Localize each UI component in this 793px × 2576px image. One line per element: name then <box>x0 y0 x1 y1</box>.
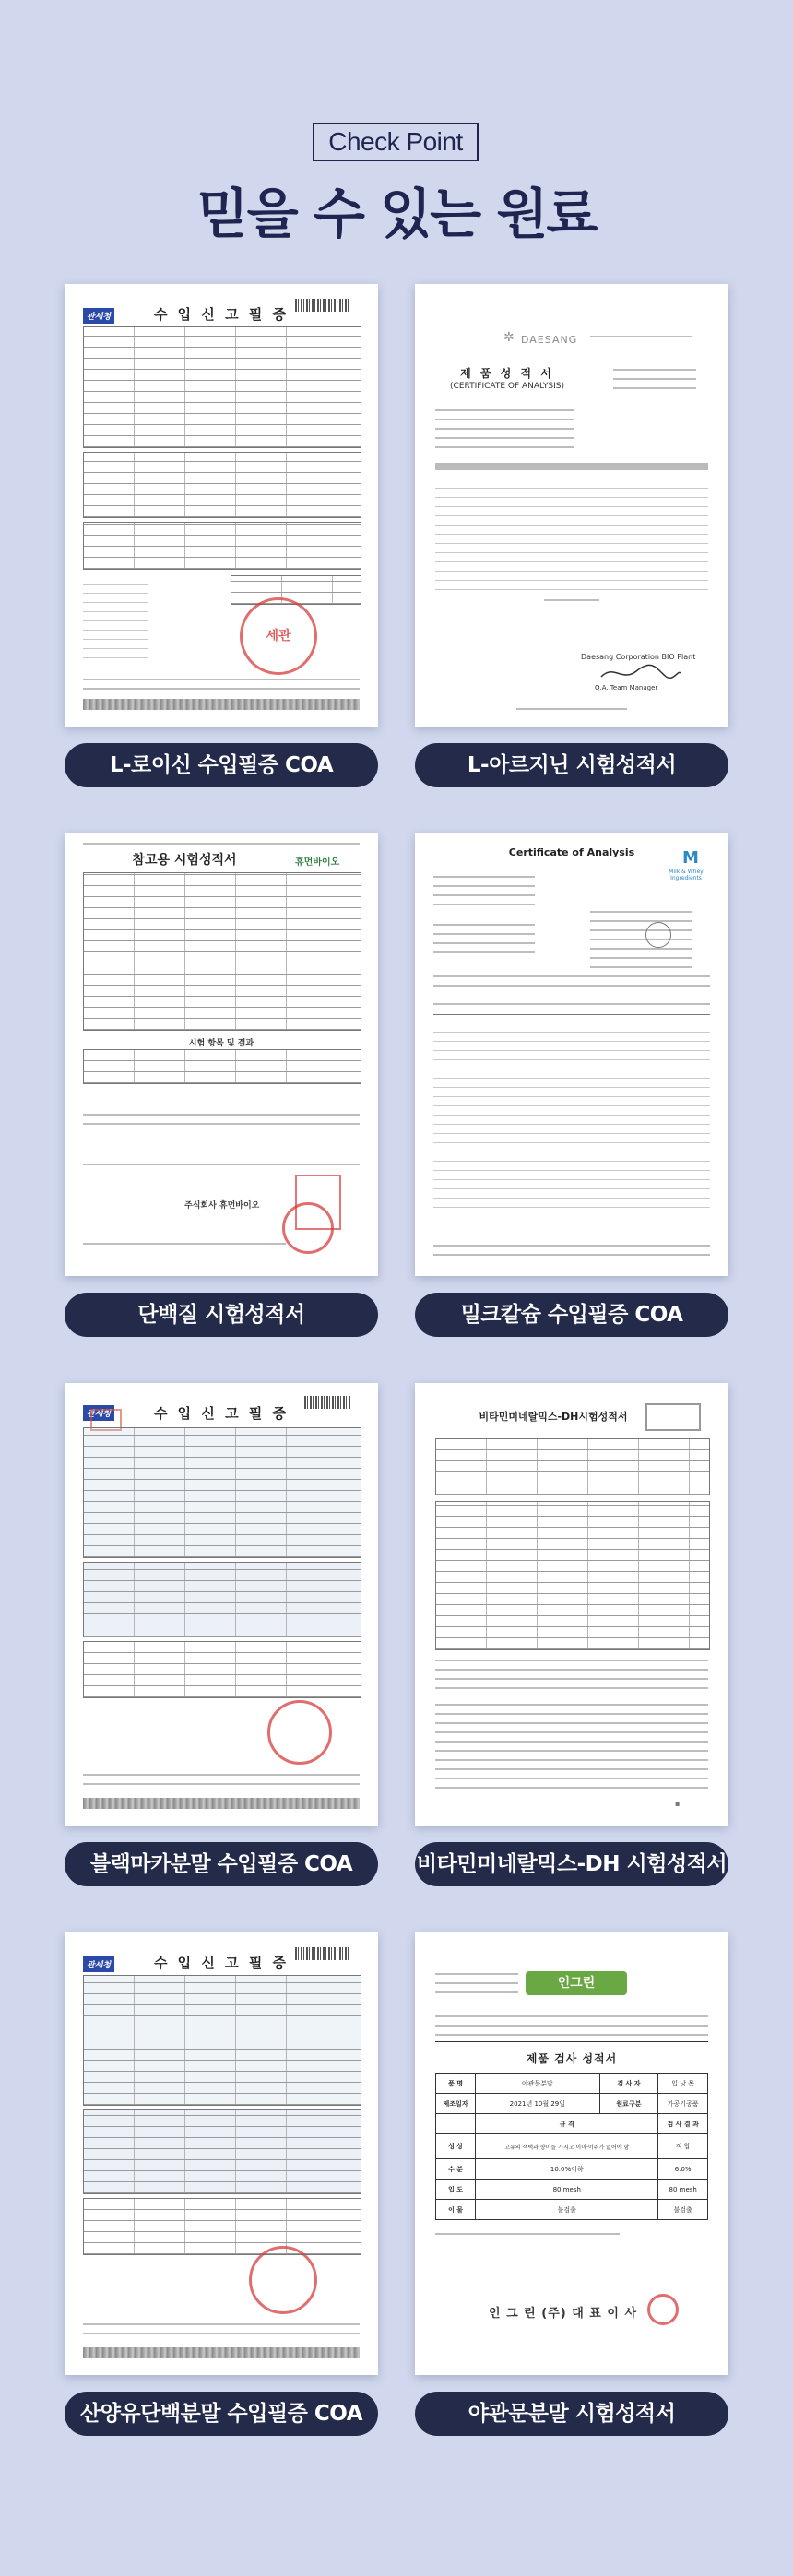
table-cell: 2021년 10월 29일 <box>476 2094 599 2114</box>
note-text <box>435 2229 620 2239</box>
manager-title: Q.A. Team Manager <box>595 684 658 691</box>
card-l-leucine <box>65 284 378 777</box>
table-row <box>436 2094 708 2114</box>
document-subtitle: (CERTIFICATE OF ANALYSIS) <box>450 382 564 391</box>
table-cell: 이 물 <box>436 2200 476 2220</box>
address-text <box>433 920 535 957</box>
card-label: 단백질 시험성적서 <box>65 1293 378 1337</box>
official-stamp <box>282 1202 334 1254</box>
notes-text <box>83 1110 360 1128</box>
judgement-text <box>435 1656 708 1693</box>
document-title: 수 입 신 고 필 증 <box>153 1955 290 1971</box>
brand-name: Milk & Whey Ingredients <box>669 869 704 881</box>
header-text <box>590 328 692 341</box>
table-cell: 검 사 자 <box>599 2074 658 2094</box>
document-title: 비타민미네랄믹스-DH시험성적서 <box>479 1411 628 1423</box>
document-image <box>415 1932 728 2375</box>
company-name: 주식회사 휴먼바이오 <box>184 1201 260 1211</box>
redacted-strip <box>83 699 360 710</box>
table-cell: 수 분 <box>436 2159 476 2180</box>
form-table <box>83 2109 361 2194</box>
ceo-signature-line: 인 그 린 (주) 대 표 이 사 <box>489 2307 638 2321</box>
table-cell: 검 사 결 과 <box>658 2114 708 2134</box>
address-text <box>435 2012 708 2039</box>
footer-address <box>83 1239 286 1248</box>
results-table <box>83 1049 361 1084</box>
footer-text <box>433 1241 710 1259</box>
table-cell: 원료구분 <box>599 2094 658 2114</box>
document-title: 수 입 신 고 필 증 <box>153 1405 290 1422</box>
results-table <box>435 2073 708 2220</box>
brand-name: DAESANG <box>521 334 578 346</box>
redacted-strip <box>83 2347 360 2358</box>
card-label: 산양유단백분말 수입필증 COA <box>65 2392 378 2436</box>
card-protein <box>65 833 378 1327</box>
batch-info <box>590 907 692 972</box>
table-row <box>436 2200 708 2220</box>
form-table <box>83 452 361 518</box>
customs-logo-icon: 관세청 <box>83 308 114 324</box>
barcode-icon <box>295 299 350 312</box>
table-cell: 적 합 <box>658 2134 708 2159</box>
info-table <box>435 1438 710 1495</box>
document-image <box>65 1932 378 2375</box>
results-table <box>433 1023 710 1208</box>
card-label: 블랙마카분말 수입필증 COA <box>65 1842 378 1886</box>
table-cell: 불검출 <box>476 2200 658 2220</box>
results-table <box>435 470 708 590</box>
customs-logo-icon: 관세청 <box>83 1956 114 1972</box>
card-label: L-아르지닌 시험성적서 <box>415 743 728 787</box>
document-title: Certificate of Analysis <box>508 846 635 858</box>
customs-stamp: 세관 <box>240 597 317 675</box>
approval-box <box>645 1403 701 1431</box>
footer-text <box>83 1770 360 1789</box>
document-image <box>65 1383 378 1826</box>
document-image <box>415 833 728 1276</box>
divider <box>433 1014 710 1015</box>
table-cell: 규 격 <box>476 2114 658 2134</box>
card-label: 비타민미네랄믹스-DH 시험성적서 <box>415 1842 728 1886</box>
card-label: L-로이신 수입필증 COA <box>65 743 378 787</box>
form-table <box>231 575 361 605</box>
table-cell: 80 mesh <box>476 2180 658 2200</box>
results-heading: 시험 항목 및 결과 <box>188 1039 254 1048</box>
card-l-arginine <box>415 284 728 777</box>
table-cell: 야관문분말 <box>476 2074 599 2094</box>
company-logo: 휴먼바이오 <box>295 857 340 868</box>
table-cell: 성 상 <box>436 2134 476 2159</box>
footer-text <box>83 2320 360 2338</box>
form-table <box>83 522 361 570</box>
table-row <box>436 2074 708 2094</box>
table-cell: 품 명 <box>436 2074 476 2094</box>
table-cell: 입 낭 목 <box>658 2074 708 2094</box>
divider <box>435 2041 708 2042</box>
brand-logo-icon: M <box>682 848 699 868</box>
disclaimer-text <box>83 1160 360 1169</box>
table-row <box>436 2159 708 2180</box>
notes-text <box>435 1700 708 1792</box>
document-image <box>65 833 378 1276</box>
header-text <box>613 365 696 393</box>
form-table <box>83 1641 361 1698</box>
barcode-icon <box>304 1396 350 1409</box>
brand-logo <box>526 1971 627 1995</box>
results-table <box>435 1501 710 1650</box>
date-text <box>433 999 710 1009</box>
table-cell: 제조일자 <box>436 2094 476 2114</box>
info-table <box>83 872 361 1031</box>
card-goat-milk-protein <box>65 1932 378 2426</box>
check-point-badge: Check Point <box>313 123 479 161</box>
document-title: 참고용 시험성적서 <box>132 853 237 868</box>
document-title: 제품 검사 성적서 <box>526 2052 618 2065</box>
product-info <box>435 404 574 452</box>
stamp-circle <box>645 922 671 948</box>
form-table <box>83 1562 361 1637</box>
footer-text <box>83 675 360 693</box>
brand-logo-icon: ✲ <box>503 330 515 345</box>
form-column <box>83 575 148 658</box>
end-note <box>544 597 599 605</box>
document-title: 수 입 신 고 필 증 <box>153 306 290 323</box>
table-row <box>436 2180 708 2200</box>
table-cell: 80 mesh <box>658 2180 708 2200</box>
footer-logo: ▪ <box>675 1800 681 1808</box>
barcode-icon <box>295 1947 350 1960</box>
address-text <box>433 872 535 909</box>
table-cell: 고유의 색택과 향미를 가지고 이미·이취가 없어야 함 <box>476 2134 658 2159</box>
table-cell: 10.0%이하 <box>476 2159 658 2180</box>
form-table <box>83 1427 361 1558</box>
customs-stamp <box>267 1700 332 1765</box>
form-table <box>83 1975 361 2106</box>
signature-icon <box>599 662 682 682</box>
institution-text <box>435 1969 518 1997</box>
table-header <box>435 463 708 470</box>
brand-name: 인그린 <box>557 1976 596 1991</box>
material-text <box>433 972 710 990</box>
table-row <box>436 2114 708 2134</box>
card-milk-calcium <box>415 833 728 1327</box>
table-cell: 가공기공품 <box>658 2094 708 2114</box>
redacted-strip <box>83 1798 360 1809</box>
document-image <box>415 1383 728 1826</box>
card-label: 밀크칼슘 수입필증 COA <box>415 1293 728 1337</box>
card-label: 야관문분말 시험성적서 <box>415 2392 728 2436</box>
customs-logo-icon: 관세청 <box>83 1405 114 1421</box>
form-table <box>83 326 361 448</box>
form-table <box>83 2198 361 2255</box>
table-row <box>436 2134 708 2159</box>
company-seal <box>647 2294 679 2325</box>
table-cell: 입 도 <box>436 2180 476 2200</box>
document-title: 제 품 성 적 서 <box>460 367 554 380</box>
table-cell <box>436 2114 476 2134</box>
card-black-maca <box>65 1383 378 1876</box>
footer-address <box>516 703 627 714</box>
card-lespedeza <box>415 1932 728 2426</box>
company-name: Daesang Corporation BIO Plant <box>581 653 696 661</box>
table-cell: 6.0% <box>658 2159 708 2180</box>
table-cell: 불검출 <box>658 2200 708 2220</box>
card-vitamin-mineral <box>415 1383 728 1876</box>
document-image <box>415 284 728 727</box>
document-image <box>65 284 378 727</box>
header-text <box>83 839 360 848</box>
customs-stamp <box>249 2246 317 2314</box>
page-title: 믿을 수 있는 원료 <box>196 183 597 245</box>
